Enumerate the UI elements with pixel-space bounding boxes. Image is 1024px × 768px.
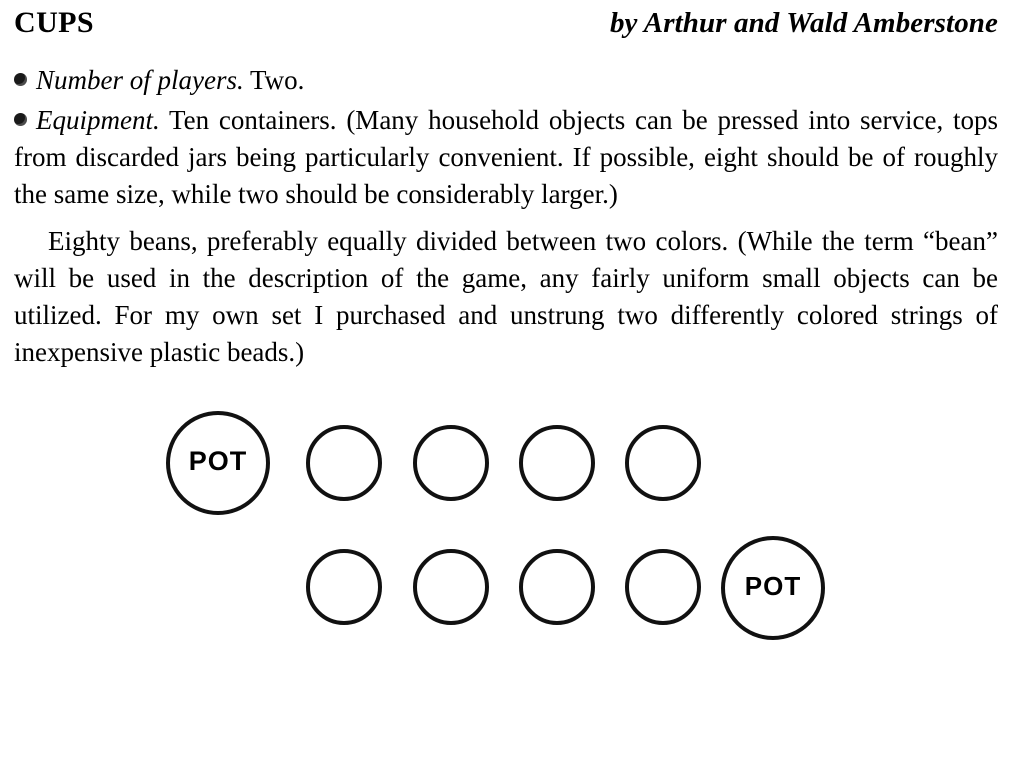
- cup-bottom-2: [413, 549, 489, 625]
- cup-bottom-1: [306, 549, 382, 625]
- cup-bottom-3: [519, 549, 595, 625]
- entry-lead: Number of players.: [36, 65, 244, 95]
- entry-equipment: [14, 102, 998, 213]
- bullet-icon: [14, 73, 27, 86]
- cup-top-1: [306, 425, 382, 501]
- pot-right: [721, 536, 825, 640]
- page-header: [14, 6, 998, 40]
- board-diagram: [14, 401, 998, 671]
- pot-left-label: POT: [188, 446, 248, 477]
- pot-right-label: POT: [744, 571, 802, 602]
- cup-bottom-4: [625, 549, 701, 625]
- author-byline: by Arthur and Wald Amberstone: [609, 7, 998, 39]
- paragraph-beans: Eighty beans, preferably equally divided between two colors. (While the term “bean” will be used in the description of the game, any fairly uniform small objects can be utilized. For my own set I purchased and unstrung two differently colored strings of inexpensive plastic beads.): [14, 225, 998, 367]
- cup-top-2: [413, 425, 489, 501]
- entry-number-of-players: [14, 62, 998, 99]
- pot-left: [166, 411, 270, 515]
- entry-lead: Equipment.: [36, 104, 160, 135]
- entry-body: Ten containers. (Many household objects can be pressed into service, tops from discarded jars being particularly convenient. If possible, eight should be of roughly the same size, while two should be considerably larger.): [14, 104, 998, 209]
- body-text: [14, 62, 998, 371]
- entry-body: Two.: [243, 65, 305, 95]
- cup-top-4: [625, 425, 701, 501]
- bullet-icon: [14, 113, 27, 126]
- cup-top-3: [519, 425, 595, 501]
- page-title: CUPS: [14, 6, 94, 39]
